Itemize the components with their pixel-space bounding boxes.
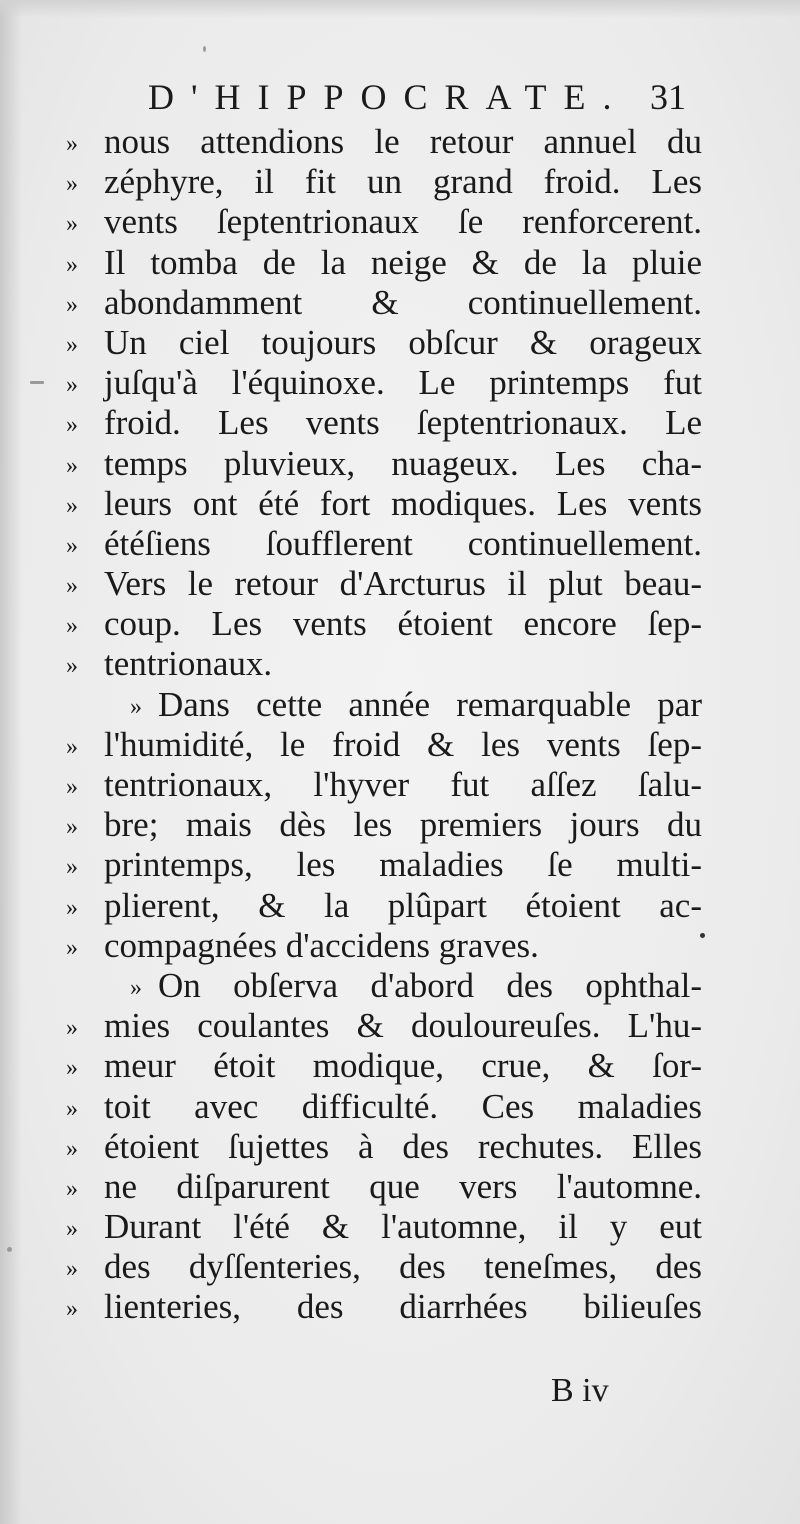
line-text: printemps, les maladies ſe multi-: [104, 845, 702, 885]
quote-mark: »: [66, 1216, 78, 1243]
quote-mark: »: [130, 693, 142, 720]
line-text: toit avec difficulté. Ces maladies: [104, 1086, 702, 1126]
text-line: [0, 1127, 800, 1167]
quote-mark: »: [66, 331, 78, 358]
text-line: [0, 1207, 800, 1247]
quote-mark: »: [66, 1015, 78, 1042]
text-line: [0, 444, 800, 484]
text-line: [0, 243, 800, 283]
line-text: nous attendions le retour annuel du: [104, 122, 702, 161]
line-text: des dyſſenteries, des teneſmes, des: [104, 1247, 702, 1287]
quote-mark: »: [66, 1055, 78, 1082]
line-text: Il tomba de la neige & de la pluie: [104, 242, 702, 282]
line-text: bre; mais dès les premiers jours du: [104, 805, 702, 845]
line-text: plierent, & la plûpart étoient ac-: [104, 885, 702, 925]
quote-mark: »: [66, 653, 78, 680]
text-line: [0, 725, 800, 765]
line-text: Durant l'été & l'automne, il y eut: [104, 1207, 702, 1247]
quote-mark: »: [66, 1296, 78, 1323]
text-line: [0, 1006, 800, 1046]
page-number: 31: [650, 77, 686, 117]
quote-mark: »: [66, 291, 78, 318]
text-line: [0, 886, 800, 926]
line-text: l'humidité, le froid & les vents ſep-: [104, 724, 702, 764]
text-line: [0, 363, 800, 403]
quote-mark: »: [66, 613, 78, 640]
quote-mark: »: [66, 573, 78, 600]
line-text: tentrionaux.: [104, 644, 273, 684]
text-line: [0, 1287, 800, 1327]
quote-mark: »: [66, 1095, 78, 1122]
text-line: [0, 926, 800, 966]
text-line: [0, 162, 800, 202]
text-line: [0, 845, 800, 885]
quote-mark: »: [66, 1175, 78, 1202]
text-line: [0, 564, 800, 604]
line-text: froid. Les vents ſeptentrionaux. Le: [104, 403, 702, 443]
quote-mark: »: [66, 854, 78, 881]
line-text: On obſerva d'abord des ophthal-: [158, 965, 702, 1005]
text-line: [0, 966, 800, 1006]
signature-mark: B iv: [551, 1372, 609, 1409]
line-text: leurs ont été fort modiques. Les vents: [104, 483, 702, 523]
running-head: [0, 76, 800, 120]
text-line: [0, 1167, 800, 1207]
paper-speck: [7, 1247, 12, 1252]
text-line: [0, 323, 800, 363]
line-text: mies coulantes & douloureuſes. L'hu-: [104, 1006, 702, 1046]
line-text: ne diſparurent que vers l'automne.: [104, 1166, 702, 1206]
line-text: tentrionaux, l'hyver fut aſſez ſalu-: [104, 765, 702, 804]
quote-mark: »: [66, 171, 78, 198]
text-line: [0, 283, 800, 323]
quote-mark: »: [66, 211, 78, 238]
line-text: vents ſeptentrionaux ſe renforcerent.: [104, 202, 702, 242]
paper-speck: [700, 933, 705, 938]
quote-mark: »: [66, 412, 78, 439]
quote-mark: »: [66, 251, 78, 278]
text-line: [0, 1046, 800, 1086]
text-line: [0, 765, 800, 805]
paper-speck: [203, 46, 206, 52]
text-line: [0, 685, 800, 725]
body-text: [0, 122, 800, 1328]
quote-mark: »: [66, 1256, 78, 1283]
line-text: Dans cette année remarquable par: [158, 684, 702, 724]
quote-mark: »: [66, 492, 78, 519]
line-text: Vers le retour d'Arcturus il plut beau-: [104, 564, 702, 604]
line-text: juſqu'à l'équinoxe. Le printemps fut: [104, 363, 702, 403]
quote-mark: »: [66, 532, 78, 559]
line-text: lienteries, des diarrhées bilieuſes: [104, 1287, 702, 1327]
text-line: [0, 604, 800, 644]
text-line: [0, 1087, 800, 1127]
quote-mark: »: [66, 1135, 78, 1162]
quote-mark: »: [66, 774, 78, 800]
quote-mark: »: [66, 814, 78, 841]
line-text: abondamment & continuellement.: [104, 282, 702, 322]
quote-mark: »: [66, 733, 78, 760]
text-line: [0, 403, 800, 443]
text-line: [0, 524, 800, 564]
line-text: coup. Les vents étoient encore ſep-: [104, 604, 702, 644]
text-line: [0, 202, 800, 242]
line-text: temps pluvieux, nuageux. Les cha-: [104, 443, 702, 483]
line-text: zéphyre, il fit un grand froid. Les: [104, 162, 702, 202]
quote-mark: »: [66, 131, 78, 157]
line-text: étéſiens ſoufflerent continuellement.: [104, 523, 702, 563]
text-line: [0, 644, 800, 684]
page-top-shadow: [0, 0, 800, 18]
quote-mark: »: [66, 452, 78, 479]
line-text: compagnées d'accidens graves.: [104, 925, 539, 965]
margin-mark: [30, 381, 44, 384]
quote-mark: »: [66, 894, 78, 921]
line-text: Un ciel toujours obſcur & orageux: [104, 322, 702, 362]
text-line: [0, 484, 800, 524]
line-text: meur étoit modique, crue, & ſor-: [104, 1046, 702, 1086]
text-line: [0, 1247, 800, 1287]
quote-mark: »: [66, 372, 78, 399]
quote-mark: »: [66, 934, 78, 961]
quote-mark: »: [130, 974, 142, 1001]
text-line: [0, 805, 800, 845]
text-line: [0, 122, 800, 162]
line-text: étoient ſujettes à des rechutes. Elles: [104, 1126, 702, 1166]
running-head-title: D'HIPPOCRATE.: [148, 77, 629, 117]
